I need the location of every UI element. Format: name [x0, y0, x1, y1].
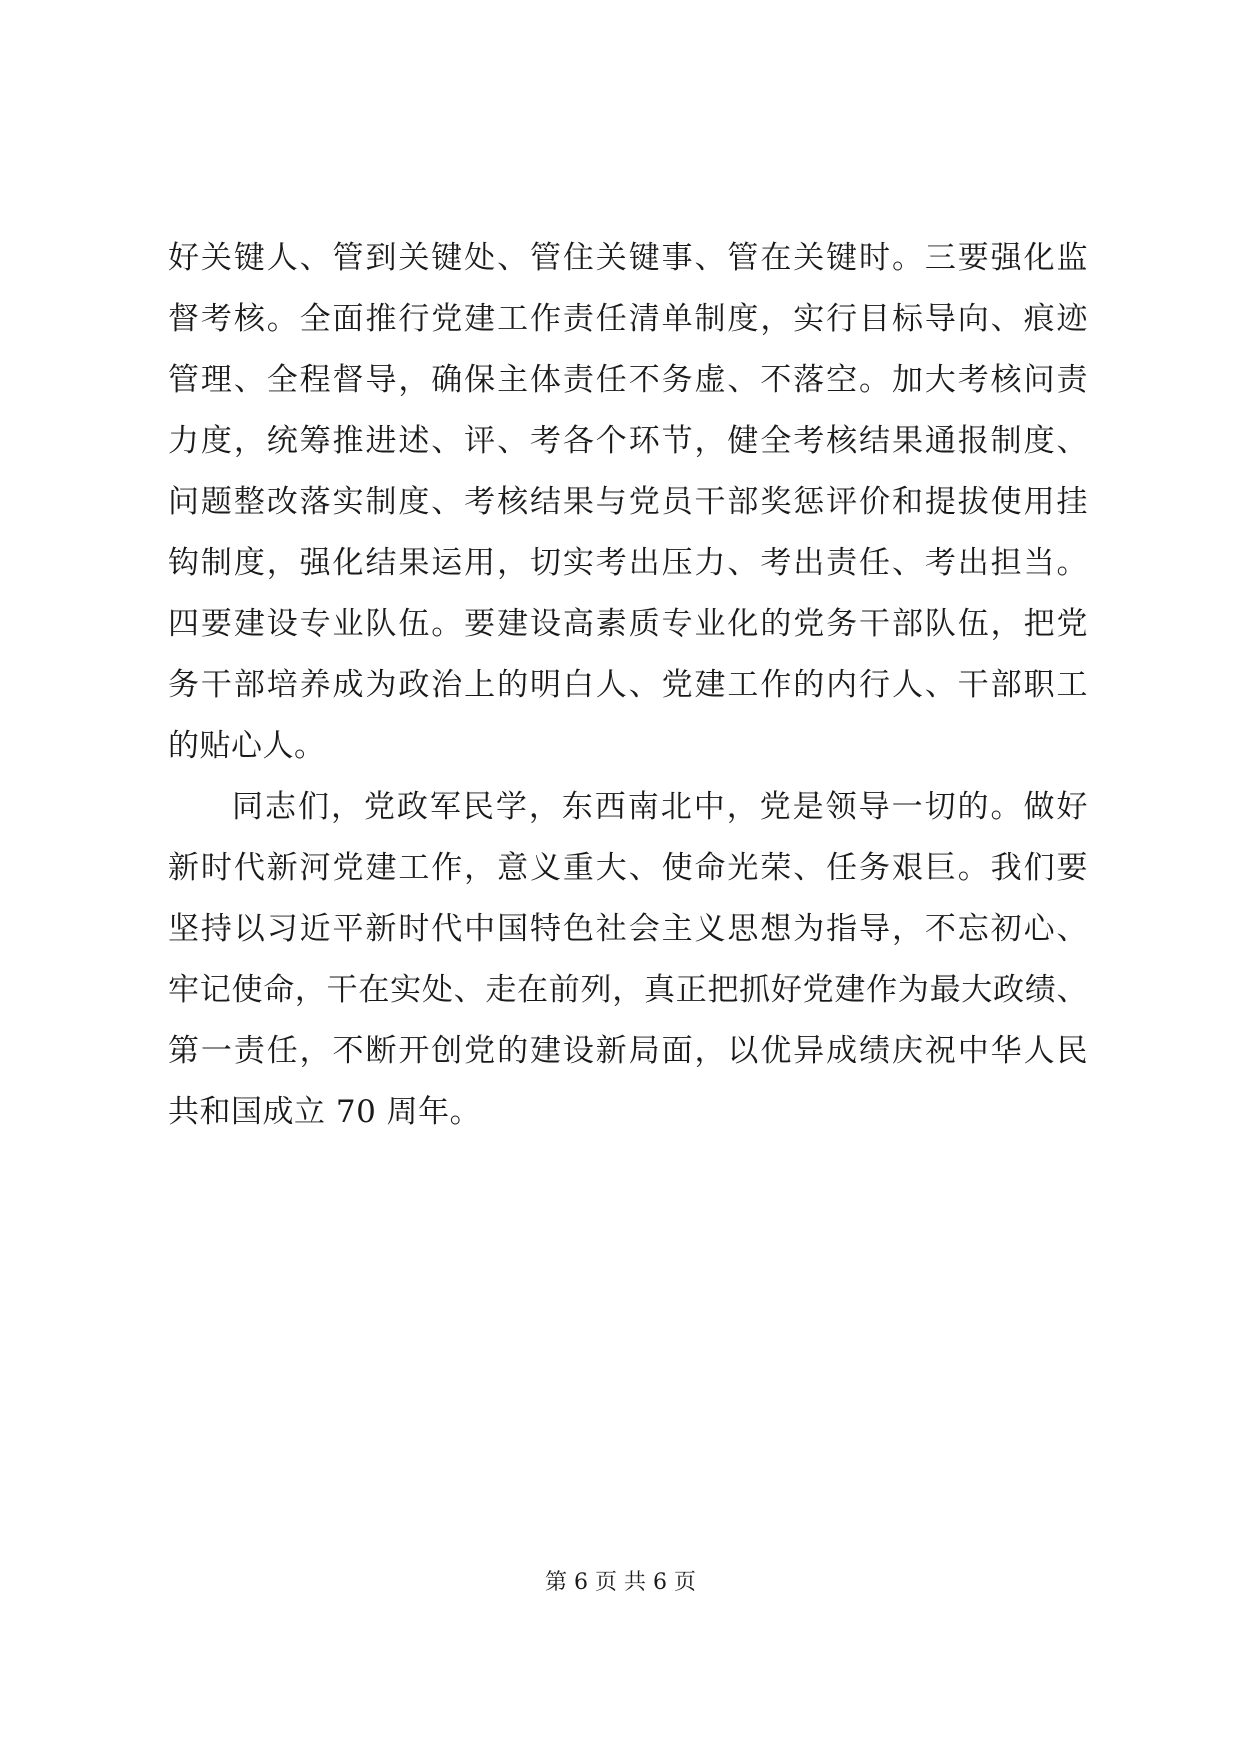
text-line: 牢记使命，干在实处、走在前列，真正把抓好党建作为最大政绩、 — [168, 972, 1088, 1008]
body-text — [168, 228, 1088, 1143]
text-line: 务干部培养成为政治上的明白人、党建工作的内行人、干部职工 — [168, 667, 1088, 703]
text-line: 共和国成立 70 周年。 — [168, 1094, 482, 1130]
text-line: 第一责任，不断开创党的建设新局面，以优异成绩庆祝中华人民 — [168, 1033, 1088, 1069]
text-line: 坚持以习近平新时代中国特色社会主义思想为指导，不忘初心、 — [168, 911, 1088, 947]
text-line: 钩制度，强化结果运用，切实考出压力、考出责任、考出担当。 — [168, 545, 1088, 581]
paragraph-2 — [168, 777, 1088, 1143]
text-line: 新时代新河党建工作，意义重大、使命光荣、任务艰巨。我们要 — [168, 850, 1088, 886]
text-line: 力度，统筹推进述、评、考各个环节，健全考核结果通报制度、 — [168, 423, 1088, 459]
text-line: 的贴心人。 — [168, 728, 326, 764]
page-number-footer: 第 6 页 共 6 页 — [545, 1570, 696, 1595]
text-line: 四要建设专业队伍。要建设高素质专业化的党务干部队伍，把党 — [168, 606, 1088, 642]
text-line: 同志们，党政军民学，东西南北中，党是领导一切的。做好 — [232, 789, 1088, 825]
text-line: 好关键人、管到关键处、管住关键事、管在关键时。三要强化监 — [168, 240, 1088, 276]
paragraph-1 — [168, 228, 1088, 777]
text-line: 管理、全程督导，确保主体责任不务虚、不落空。加大考核问责 — [168, 362, 1088, 398]
text-line: 督考核。全面推行党建工作责任清单制度，实行目标导向、痕迹 — [168, 301, 1088, 337]
text-line: 问题整改落实制度、考核结果与党员干部奖惩评价和提拔使用挂 — [168, 484, 1088, 520]
